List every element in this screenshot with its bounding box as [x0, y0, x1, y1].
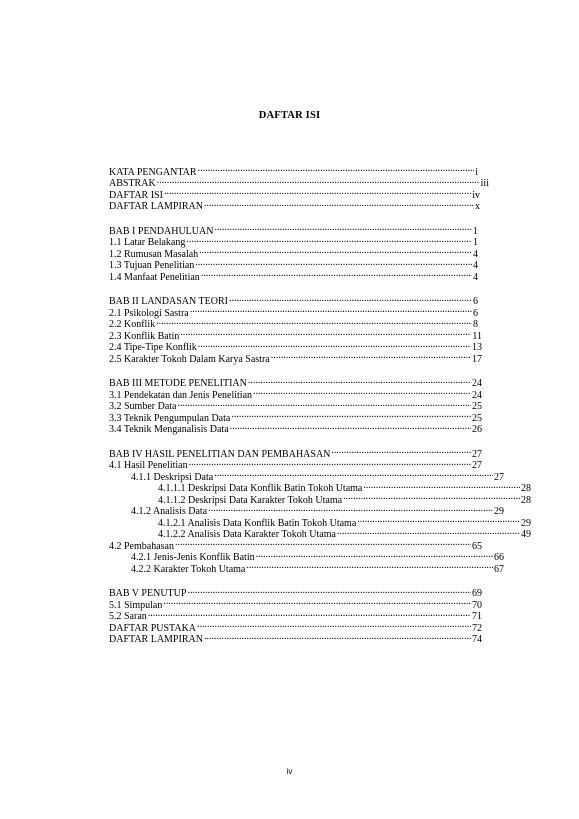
toc-group: [109, 445, 531, 575]
toc-entry-page: 28: [521, 494, 531, 506]
dot-leader: [343, 491, 520, 503]
dot-leader: [180, 327, 471, 339]
toc-entry-label: 4.1.2.1 Analisis Data Konflik Batin Tokoh Utama: [158, 517, 357, 529]
toc-entry-page: 6: [473, 307, 478, 319]
toc-entry-label: 4.1.1.1 Deskripsi Data Konflik Batin Tokoh Utama: [158, 483, 363, 494]
page-title: DAFTAR ISI: [258, 110, 321, 121]
toc-entry-label: DAFTAR LAMPIRAN: [109, 634, 203, 645]
toc-entry-page: 70: [472, 599, 482, 611]
toc-entry-label: 3.3 Teknik Pengumpulan Data: [109, 412, 231, 424]
toc-entry-page: 11: [472, 330, 482, 342]
toc-entry-label: 4.1.2 Analisis Data: [131, 506, 208, 517]
toc-entry-page: iii: [480, 178, 489, 189]
dot-leader: [197, 619, 471, 631]
dot-leader: [253, 386, 471, 398]
dot-leader: [231, 409, 471, 421]
dot-leader: [175, 537, 471, 549]
dot-leader: [198, 163, 475, 175]
toc-entry-label: 5.2 Saran: [109, 611, 147, 622]
toc-entry-label: 4.1 Hasil Penelitian: [109, 460, 188, 471]
toc-entry-label: BAB I PENDAHULUAN: [109, 225, 214, 237]
toc-entry-label: 4.1.1.2 Deskripsi Data Karakter Tokoh Utama: [158, 494, 343, 506]
toc-entry-page: 8: [473, 319, 478, 330]
dot-leader: [148, 608, 471, 620]
toc-entry-label: 1.2 Rumusan Masalah: [109, 248, 199, 260]
toc-entry[interactable]: [109, 175, 489, 187]
toc-entry[interactable]: [109, 445, 482, 460]
toc-group: [109, 163, 509, 212]
toc-entry-page: 4: [473, 248, 478, 260]
toc-entry-page: 27: [494, 471, 504, 483]
toc-entry-page: 29: [521, 517, 531, 529]
dot-leader: [187, 585, 471, 597]
toc-entry[interactable]: [109, 198, 480, 210]
toc-entry-page: 17: [472, 353, 482, 365]
toc-entry-label: 2.5 Karakter Tokoh Dalam Karya Sastra: [109, 353, 270, 365]
dot-leader: [204, 631, 471, 643]
toc-entry-page: 4: [473, 271, 478, 283]
toc-entry-label: 3.2 Sumber Data: [109, 401, 177, 412]
toc-entry-label: BAB II LANDASAN TEORI: [109, 296, 228, 307]
toc-entry-label: 4.1.2.2 Analisis Data Karakter Tokoh Utama: [158, 529, 336, 540]
toc-entry[interactable]: [109, 163, 478, 178]
toc-entry-label: BAB III METODE PENELITIAN: [109, 378, 247, 389]
toc-entry-label: 4.1.1 Deskripsi Data: [131, 471, 214, 483]
dot-leader: [198, 339, 471, 351]
toc-entry-label: 2.4 Tipe-Tipe Konflik: [109, 342, 197, 353]
toc-entry-page: 25: [472, 412, 482, 424]
dot-leader: [195, 257, 472, 269]
toc-entry-label: 3.1 Pendekatan dan Jenis Penelitian: [109, 389, 253, 401]
toc-entry-label: KATA PENGANTAR: [109, 166, 197, 178]
toc-entry-label: 2.3 Konflik Batin: [109, 330, 180, 342]
toc-entry-page: 25: [472, 401, 482, 412]
toc-entry[interactable]: [109, 222, 478, 237]
toc-entry-page: 24: [472, 378, 482, 389]
toc-entry-page: 24: [472, 389, 482, 401]
toc-entry-page: 1: [473, 225, 478, 237]
toc-entry-page: iv: [472, 189, 480, 201]
toc-entry[interactable]: [109, 608, 482, 620]
dot-leader: [178, 398, 472, 410]
toc-entry[interactable]: [109, 375, 482, 387]
toc-group: [109, 585, 509, 643]
toc-entry-page: 6: [473, 296, 478, 307]
toc-entry-label: 2.1 Psikologi Sastra: [109, 307, 189, 319]
toc-entry[interactable]: [109, 585, 482, 597]
toc-entry-label: 5.1 Simpulan: [109, 599, 163, 611]
toc-entry-page: 74: [472, 634, 482, 645]
toc-entry-page: 29: [494, 506, 504, 517]
dot-leader: [190, 304, 472, 316]
toc-entry-page: x: [475, 201, 480, 212]
page-number: iv: [286, 767, 293, 776]
toc-entry-page: 49: [521, 529, 531, 540]
toc-entry-page: 27: [472, 460, 482, 471]
dot-leader: [201, 268, 472, 280]
dot-leader: [363, 480, 520, 492]
toc-entry[interactable]: [109, 596, 482, 611]
toc-entry-page: 71: [472, 611, 482, 622]
toc-entry-page: 13: [472, 342, 482, 353]
dot-leader: [156, 316, 472, 328]
toc-entry-label: DAFTAR LAMPIRAN: [109, 201, 203, 212]
dot-leader: [248, 375, 471, 387]
toc-group: [109, 222, 509, 283]
toc-entry-page: 4: [473, 260, 478, 271]
toc-entry-page: 26: [472, 424, 482, 435]
toc-entry-label: DAFTAR ISI: [109, 189, 163, 201]
toc-entry[interactable]: [109, 619, 482, 634]
toc-entry[interactable]: [109, 327, 482, 342]
toc-entry-label: 4.2.1 Jenis-Jenis Konflik Batin: [131, 552, 255, 563]
dot-leader: [271, 350, 471, 362]
toc-entry-label: BAB V PENUTUP: [109, 588, 187, 599]
dot-leader: [246, 560, 493, 572]
toc-entry-label: BAB IV HASIL PENELITIAN DAN PEMBAHASAN: [109, 448, 331, 460]
dot-leader: [199, 245, 472, 257]
toc-entry-page: 72: [472, 622, 482, 634]
dot-leader: [256, 549, 493, 561]
toc-entry-page: 65: [472, 540, 482, 552]
toc-entry-label: 4.2.2 Karakter Tokoh Utama: [131, 563, 246, 575]
toc-group: [109, 375, 509, 433]
toc-entry-page: 67: [494, 563, 504, 575]
dot-leader: [230, 421, 471, 433]
toc-entry-page: 66: [494, 552, 504, 563]
toc-entry-page: 69: [472, 588, 482, 599]
dot-leader: [208, 503, 493, 515]
toc-entry-label: 2.2 Konflik: [109, 319, 156, 330]
dot-leader: [189, 457, 471, 469]
toc-entry[interactable]: [109, 293, 478, 305]
dot-leader: [186, 234, 472, 246]
toc-entry[interactable]: [109, 316, 478, 328]
toc-entry-page: i: [475, 166, 478, 178]
dot-leader: [204, 198, 474, 210]
dot-leader: [157, 175, 480, 187]
toc-entry[interactable]: [109, 186, 480, 201]
dot-leader: [357, 514, 520, 526]
toc-entry-page: 28: [521, 483, 531, 494]
dot-leader: [214, 468, 493, 480]
toc-entry-label: 4.2 Pembahasan: [109, 540, 174, 552]
dot-leader: [214, 222, 472, 234]
dot-leader: [163, 596, 471, 608]
dot-leader: [164, 186, 471, 198]
toc-entry-label: 1.1 Latar Belakang: [109, 237, 186, 248]
toc-entry-label: 3.4 Teknik Menganalisis Data: [109, 424, 229, 435]
toc-entry-page: 27: [472, 448, 482, 460]
toc-entry-label: DAFTAR PUSTAKA: [109, 622, 197, 634]
table-of-contents: [109, 163, 531, 655]
toc-entry-page: 1: [473, 237, 478, 248]
toc-entry-label: 1.3 Tujuan Penelitian: [109, 260, 195, 271]
toc-entry-label: 1.4 Manfaat Penelitian: [109, 271, 200, 283]
dot-leader: [229, 293, 472, 305]
toc-entry-label: ABSTRAK: [109, 178, 156, 189]
toc-group: [109, 293, 509, 365]
dot-leader: [331, 445, 471, 457]
dot-leader: [337, 526, 520, 538]
